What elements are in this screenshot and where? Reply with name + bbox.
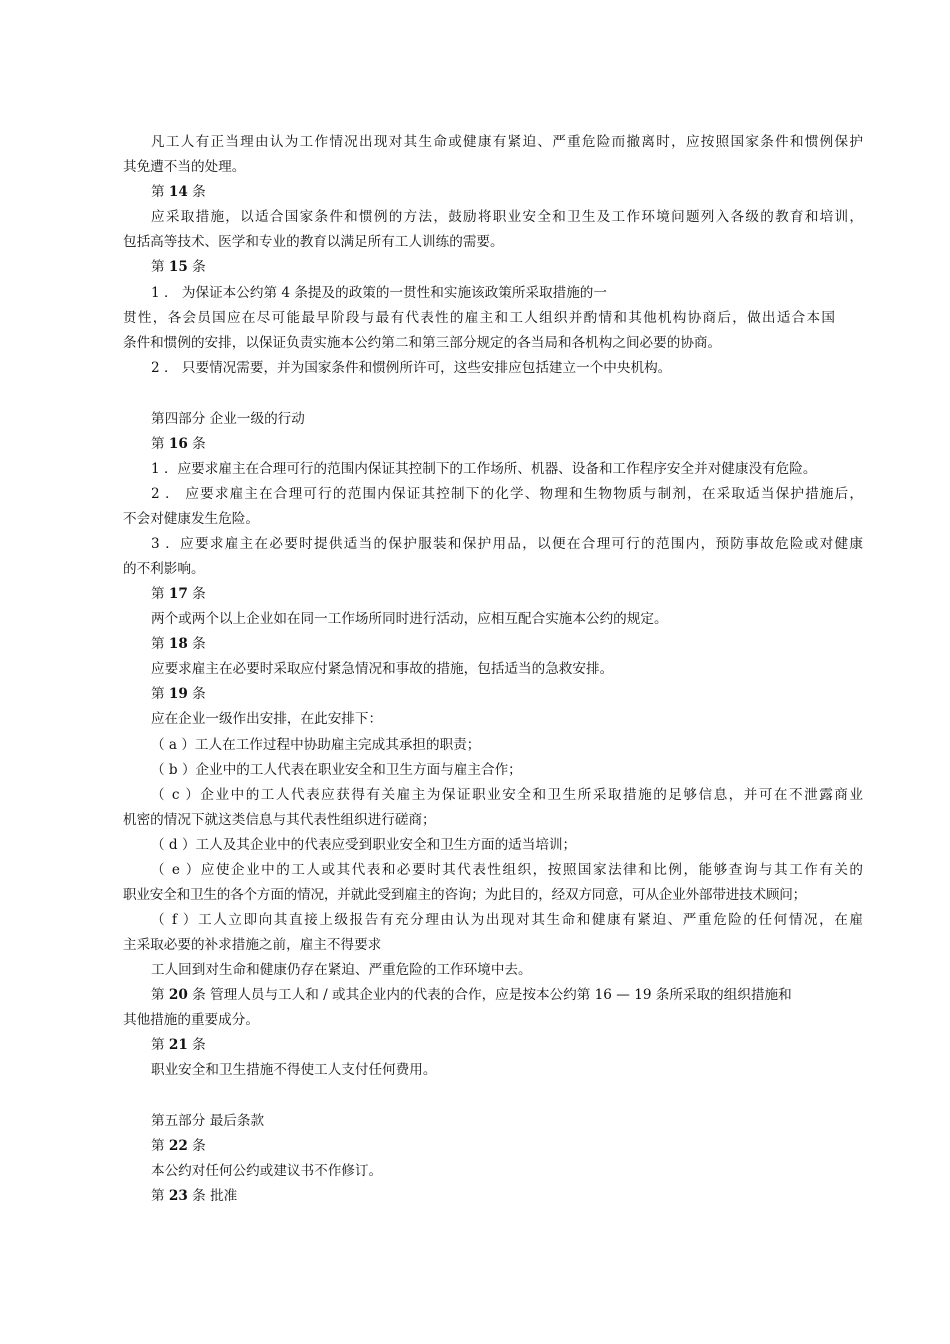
paragraph-line: 本公约对任何公约或建议书不作修订。	[151, 1163, 383, 1179]
paragraph-line: 2 ． 只要情况需要，并为国家条件和惯例所许可，这些安排应包括建立一个中央机构。	[151, 360, 672, 376]
article-heading: 第 21 条	[151, 1037, 206, 1053]
paragraph-line: 3 ．应要求雇主在必要时提供适当的保护服装和保护用品，以便在合理可行的范围内，预防事故危险或对健康	[151, 536, 863, 552]
paragraph-line: 两个或两个以上企业如在同一工作场所同时进行活动，应相互配合实施本公约的规定。	[151, 611, 668, 627]
article-heading: 第 20 条 管理人员与工人和 / 或其企业内的代表的合作，应是按本公约第 16 — 19 条所采取的组织措施和	[151, 987, 792, 1003]
paragraph-line: 工人回到对生命和健康仍存在紧迫、严重危险的工作环境中去。	[151, 962, 532, 978]
list-item: （ d ）工人及其企业中的代表应受到职业安全和卫生方面的适当培训；	[151, 837, 577, 853]
article-heading: 第 22 条	[151, 1138, 206, 1154]
article-heading: 第 19 条	[151, 686, 206, 702]
paragraph-line: 机密的情况下就这类信息与其代表性组织进行磋商；	[123, 812, 436, 828]
article-heading: 第 16 条	[151, 436, 206, 452]
paragraph-line: 应采取措施，以适合国家条件和惯例的方法，鼓励将职业安全和卫生及工作环境问题列入各级的教育和培训，	[151, 209, 863, 225]
paragraph-line: 条件和惯例的安排，以保证负责实施本公约第二和第三部分规定的各当局和各机构之间必要的协商。	[123, 335, 722, 351]
paragraph-line: 包括高等技术、医学和专业的教育以满足所有工人训练的需要。	[123, 234, 504, 250]
article-heading: 第 15 条	[151, 259, 206, 275]
paragraph-line: 贯性，各会员国应在尽可能最早阶段与最有代表性的雇主和工人组织并酌情和其他机构协商后，做出适合本国	[123, 310, 835, 326]
list-item: （ f ）工人立即向其直接上级报告有充分理由认为出现对其生命和健康有紧迫、严重危险的任何情况，在雇	[151, 912, 863, 928]
paragraph-line: 职业安全和卫生措施不得使工人支付任何费用。	[151, 1062, 437, 1078]
paragraph-line: 职业安全和卫生的各个方面的情况，并就此受到雇主的咨询；为此目的，经双方同意，可从企业外部带进技术顾问；	[123, 887, 807, 903]
paragraph-line: 凡工人有正当理由认为工作情况出现对其生命或健康有紧迫、严重危险而撤离时，应按照国家条件和惯例保护	[151, 134, 863, 150]
article-heading: 第 14 条	[151, 184, 206, 200]
list-item: （ c ）企业中的工人代表应获得有关雇主为保证职业安全和卫生所采取措施的足够信息，并可在不泄露商业	[151, 787, 863, 803]
paragraph-line: 2 ． 应要求雇主在合理可行的范围内保证其控制下的化学、物理和生物物质与制剂，在采取适当保护措施后，	[151, 486, 863, 502]
paragraph-line: 其他措施的重要成分。	[123, 1012, 259, 1028]
paragraph-line: 应要求雇主在必要时采取应付紧急情况和事故的措施，包括适当的急救安排。	[151, 661, 614, 677]
paragraph-line: 的不利影响。	[123, 561, 205, 577]
part-heading: 第四部分 企业一级的行动	[151, 411, 305, 427]
paragraph-line: 1 ． 为保证本公约第 4 条提及的政策的一贯性和实施该政策所采取措施的一	[151, 285, 607, 301]
article-heading: 第 23 条 批准	[151, 1188, 238, 1204]
paragraph-line: 应在企业一级作出安排，在此安排下：	[151, 711, 383, 727]
paragraph-line: 不会对健康发生危险。	[123, 511, 259, 527]
article-heading: 第 18 条	[151, 636, 206, 652]
paragraph-line: 其免遭不当的处理。	[123, 159, 246, 175]
paragraph-line: 1 ．应要求雇主在合理可行的范围内保证其控制下的工作场所、机器、设备和工作程序安全并对健康没有危险。	[151, 461, 817, 477]
paragraph-line: 主采取必要的补求措施之前，雇主不得要求	[123, 937, 382, 953]
article-heading: 第 17 条	[151, 586, 206, 602]
part-heading: 第五部分 最后条款	[151, 1113, 265, 1129]
list-item: （ e ）应使企业中的工人或其代表和必要时其代表性组织，按照国家法律和比例，能够查询与其工作有关的	[151, 862, 863, 878]
list-item: （ b ）企业中的工人代表在职业安全和卫生方面与雇主合作；	[151, 762, 522, 778]
list-item: （ a ）工人在工作过程中协助雇主完成其承担的职责；	[151, 737, 481, 753]
